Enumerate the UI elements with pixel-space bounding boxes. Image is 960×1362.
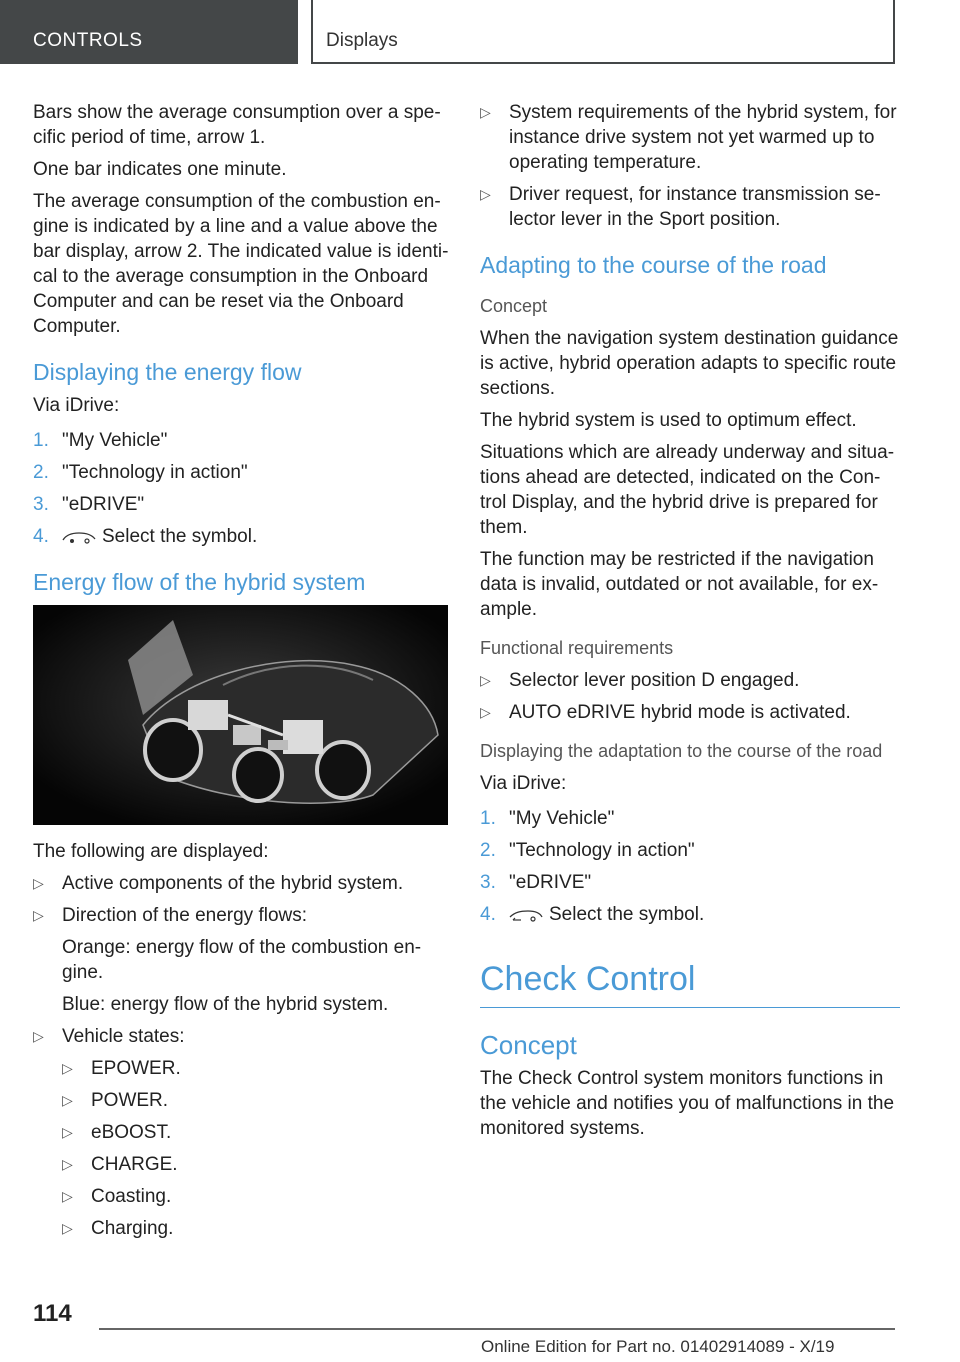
steps-list (480, 806, 900, 927)
displayed-list (33, 871, 453, 1241)
paragraph: When the navigation system destination guidance is active, hybrid operation adapts to specific route sections. (480, 328, 899, 399)
subheading-concept: Concept (480, 296, 548, 316)
step-text: Select the symbol. (102, 526, 258, 547)
paragraph: The hybrid system is used to optimum effect. (480, 410, 857, 431)
heading-hybrid-flow: Energy flow of the hybrid system (33, 569, 366, 595)
list-item (480, 182, 900, 232)
list-item (480, 902, 900, 927)
paragraph: One bar indicates one minute. (33, 159, 287, 180)
list-item (480, 806, 900, 831)
section-label: CONTROLS (33, 30, 143, 51)
bullet-text: Direction of the energy flows: (62, 905, 308, 926)
heading-adapting: Adapting to the course of the road (480, 252, 827, 278)
step-number: 3. (480, 872, 496, 893)
step-number: 3. (33, 494, 49, 515)
step-text: "eDRIVE" (509, 872, 592, 893)
list-item (33, 871, 453, 896)
car-route-icon (509, 908, 543, 922)
bullet-text: Charging. (91, 1218, 174, 1239)
bullet-text: AUTO eDRIVE hybrid mode is activated. (509, 702, 851, 723)
step-number: 2. (33, 462, 49, 483)
bullet-text: POWER. (91, 1090, 169, 1111)
paragraph: Situations which are already underway and situations ahead are detected, indicated on the Control Display, and the hybrid drive is prepared for them. (480, 442, 895, 538)
step-text: "eDRIVE" (62, 494, 145, 515)
left-column (33, 100, 453, 1248)
list-item (62, 1152, 453, 1177)
triangle-bullet-icon: ▷ (62, 1220, 73, 1236)
chapter-tab (311, 0, 895, 64)
bullet-text: CHARGE. (91, 1154, 178, 1175)
section-tab (0, 0, 298, 64)
triangle-bullet-icon: ▷ (33, 1028, 44, 1044)
chapter-label: Displays (326, 30, 398, 51)
step-number: 4. (33, 526, 49, 547)
heading-check-control: Check Control (480, 957, 900, 1008)
list-item (33, 1024, 453, 1241)
triangle-bullet-icon: ▷ (62, 1060, 73, 1076)
triangle-bullet-icon: ▷ (62, 1124, 73, 1140)
triangle-bullet-icon: ▷ (62, 1092, 73, 1108)
requirements-list (480, 100, 900, 232)
paragraph: The following are displayed: (33, 841, 269, 862)
list-item (62, 1216, 453, 1241)
list-item (62, 1184, 453, 1209)
step-text: "My Vehicle" (62, 430, 168, 451)
step-number: 4. (480, 904, 496, 925)
triangle-bullet-icon: ▷ (33, 907, 44, 923)
paragraph: Bars show the average consumption over a specific period of time, arrow 1. (33, 102, 441, 148)
sub-text: Orange: energy flow of the combustion engine. (62, 937, 422, 983)
bullet-text: Coasting. (91, 1186, 172, 1207)
paragraph: The average consumption of the combustion engine is indicated by a line and a value above the bar display, arrow 2. The indicated value is identical to the average consumption in the Onboard Computer and can be reset via the Onboard Computer. (33, 191, 449, 337)
sub-text: Blue: energy flow of the hybrid system. (62, 994, 389, 1015)
triangle-bullet-icon: ▷ (33, 875, 44, 891)
list-item (62, 1120, 453, 1145)
list-item (480, 700, 900, 725)
paragraph: The Check Control system monitors functions in the vehicle and notifies you of malfunctions in the monitored systems. (480, 1068, 895, 1139)
step-text: "Technology in action" (62, 462, 248, 483)
triangle-bullet-icon: ▷ (480, 704, 491, 720)
step-text: "My Vehicle" (509, 808, 615, 829)
edition-note: Online Edition for Part no. 01402914089 - X/19 (481, 1337, 835, 1356)
via-idrive: Via iDrive: (480, 773, 567, 794)
subheading-displaying-adaptation: Displaying the adaptation to the course of the road (480, 741, 883, 761)
list-item (480, 668, 900, 693)
bullet-text: EPOWER. (91, 1058, 181, 1079)
step-text: "Technology in action" (509, 840, 695, 861)
car-energy-icon (62, 530, 96, 544)
list-item (480, 870, 900, 895)
bullet-text: Selector lever position D engaged. (509, 670, 800, 691)
bullet-text: eBOOST. (91, 1122, 172, 1143)
step-number: 1. (480, 808, 496, 829)
list-item (480, 838, 900, 863)
step-text: Select the symbol. (549, 904, 705, 925)
list-item (62, 1056, 453, 1081)
step-number: 2. (480, 840, 496, 861)
subheading-functional-requirements: Functional requirements (480, 638, 674, 658)
right-column (480, 100, 900, 1148)
triangle-bullet-icon: ▷ (480, 104, 491, 120)
heading-energy-flow: Displaying the energy flow (33, 359, 302, 385)
hybrid-car-image (33, 605, 448, 825)
list-item (62, 1088, 453, 1113)
list-item (33, 903, 453, 1017)
list-item (33, 492, 453, 517)
functional-requirements-list (480, 668, 900, 725)
triangle-bullet-icon: ▷ (62, 1188, 73, 1204)
bullet-text: System requirements of the hybrid system, for instance drive system not yet warmed up to operating temperature. (509, 102, 897, 173)
steps-list (33, 428, 453, 549)
triangle-bullet-icon: ▷ (62, 1156, 73, 1172)
list-item (33, 460, 453, 485)
list-item (33, 524, 453, 549)
list-item (33, 428, 453, 453)
triangle-bullet-icon: ▷ (480, 186, 491, 202)
paragraph: The function may be restricted if the navigation data is invalid, outdated or not available, for example. (480, 549, 879, 620)
step-number: 1. (33, 430, 49, 451)
via-idrive: Via iDrive: (33, 395, 120, 416)
heading-check-concept: Concept (480, 1030, 577, 1060)
page-number: 114 (33, 1300, 72, 1327)
triangle-bullet-icon: ▷ (480, 672, 491, 688)
bullet-text: Active components of the hybrid system. (62, 873, 404, 894)
bullet-text: Vehicle states: (62, 1026, 185, 1047)
footer-divider (99, 1328, 895, 1330)
bullet-text: Driver request, for instance transmission selector lever in the Sport position. (509, 184, 881, 230)
states-list (62, 1056, 453, 1241)
list-item (480, 100, 900, 175)
